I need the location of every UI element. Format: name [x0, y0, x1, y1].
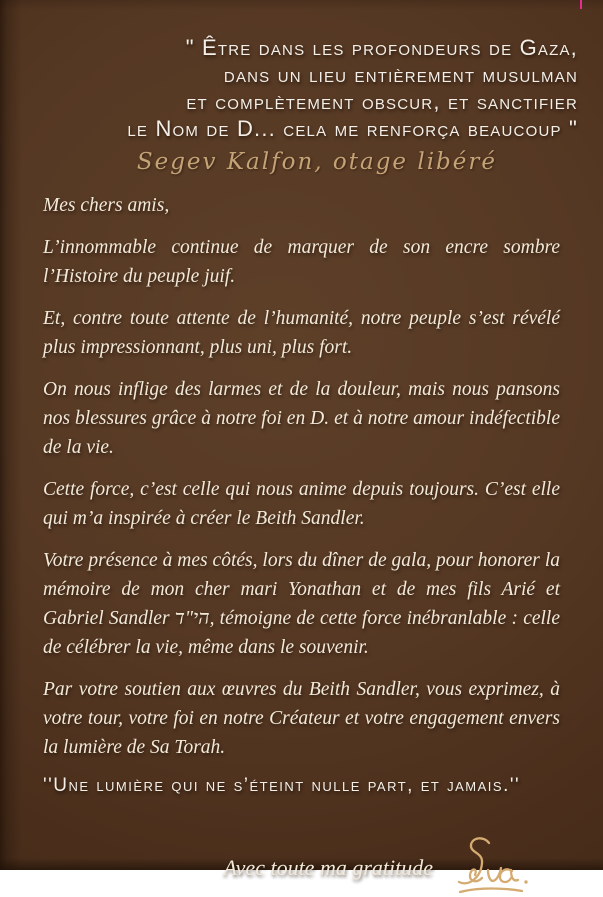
paragraph-with-hebrew: Votre présence à mes côtés, lors du dîner de gala, pour honorer la mémoire de mon cher mari Yonathan et de mes fils Arié et Gabriel Sandler הי"ד, témoigne de cette force inébranlable : celle de célébrer la vie, même dans le souvenir.: [43, 550, 560, 658]
closing-quote: ''Une lumière qui ne s’éteint nulle part, et jamais.'': [43, 775, 521, 796]
opening-quote: [0, 0, 603, 142]
opening-quote-line: " Être dans les profondeurs de Gaza,: [185, 35, 578, 60]
paragraph: Cette force, c’est celle qui nous anime depuis toujours. C’est elle qui m’a inspirée à créer le Beith Sandler.: [43, 479, 560, 529]
quote-attribution: Segev Kalfon, otage libéré: [136, 149, 497, 175]
opening-quote-line: dans un lieu entièrement musulman: [223, 62, 578, 87]
paragraph: L’innommable continue de marquer de son encre sombre l’Histoire du peuple juif.: [43, 237, 560, 287]
paragraph: Par votre soutien aux œuvres du Beith Sandler, vous exprimez, à votre tour, votre foi en notre Créateur et votre engagement envers la lumière de Sa Torah.: [43, 679, 560, 758]
signature-seva: [447, 835, 551, 897]
signature-row: [0, 835, 603, 897]
letter-body: [0, 191, 603, 762]
paragraph: On nous inflige des larmes et de la douleur, mais nous pansons nos blessures grâce à notre foi en D. et à notre amour indéfectible de la vie.: [43, 379, 560, 458]
paragraph: Et, contre toute attente de l’humanité, notre peuple s’est révélé plus impressionnant, plus uni, plus fort.: [43, 308, 560, 358]
opening-quote-line: le Nom de D... cela me renforça beaucoup ": [127, 116, 578, 141]
magenta-crop-mark: [580, 0, 582, 9]
greeting: Mes chers amis,: [43, 195, 170, 216]
gratitude-text: Avec toute ma gratitude: [223, 855, 433, 880]
opening-quote-line: et complètement obscur, et sanctifier: [186, 89, 578, 114]
